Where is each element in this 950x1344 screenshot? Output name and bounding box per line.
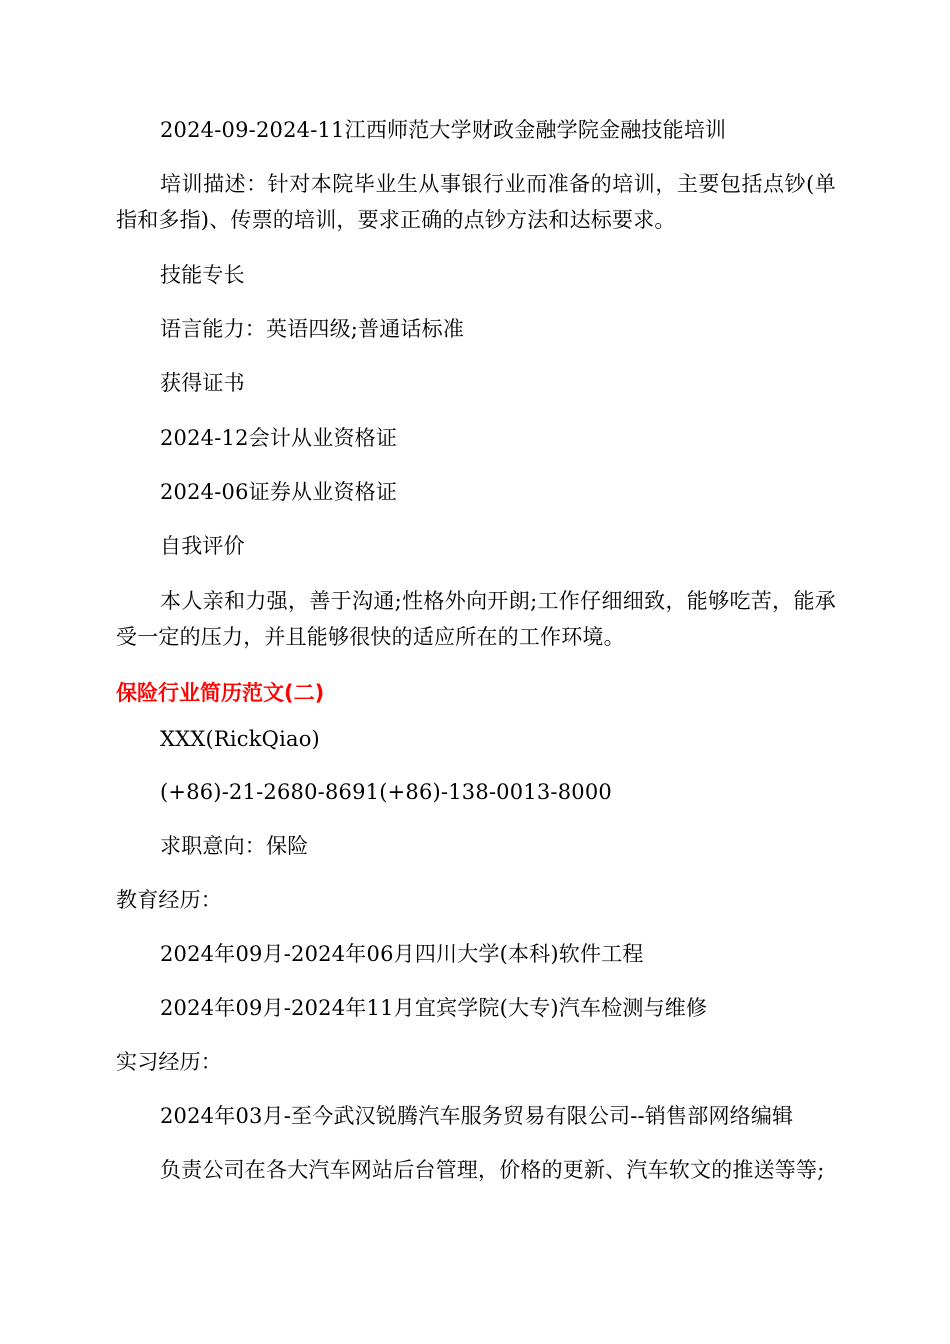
internship-description: 负责公司在各大汽车网站后台管理，价格的更新、汽车软文的推送等等;	[160, 1158, 825, 1182]
job-objective: 求职意向：保险	[160, 834, 309, 858]
certificate-item: 2024-06证券从业资格证	[160, 480, 398, 504]
phone-numbers: (+86)-21-2680-8691(+86)-138-0013-8000	[160, 780, 612, 804]
language-ability: 语言能力：英语四级;普通话标准	[160, 317, 465, 341]
training-description: 培训描述：针对本院毕业生从事银行业而准备的培训，主要包括点钞(单指和多指)、传票的培训，要求正确的点钞方法和达标要求。	[116, 172, 836, 232]
candidate-name: XXX(RickQiao)	[160, 727, 320, 751]
education-item: 2024年09月-2024年11月宜宾学院(大专)汽车检测与维修	[160, 996, 708, 1020]
education-item: 2024年09月-2024年06月四川大学(本科)软件工程	[160, 942, 644, 966]
internship-heading: 实习经历：	[116, 1050, 222, 1074]
training-line: 2024-09-2024-11江西师范大学财政金融学院金融技能培训	[160, 118, 727, 142]
education-heading: 教育经历：	[116, 888, 222, 912]
certificate-item: 2024-12会计从业资格证	[160, 426, 398, 450]
section-title: 保险行业简历范文(二)	[116, 681, 325, 705]
self-evaluation-text: 本人亲和力强，善于沟通;性格外向开朗;工作仔细细致，能够吃苦，能承受一定的压力，并且能够很快的适应所在的工作环境。	[116, 589, 836, 649]
internship-item: 2024年03月-至今武汉锐腾汽车服务贸易有限公司--销售部网络编辑	[160, 1104, 794, 1128]
self-evaluation-heading: 自我评价	[160, 534, 245, 558]
certificates-heading: 获得证书	[160, 371, 245, 395]
skills-heading: 技能专长	[160, 263, 245, 287]
